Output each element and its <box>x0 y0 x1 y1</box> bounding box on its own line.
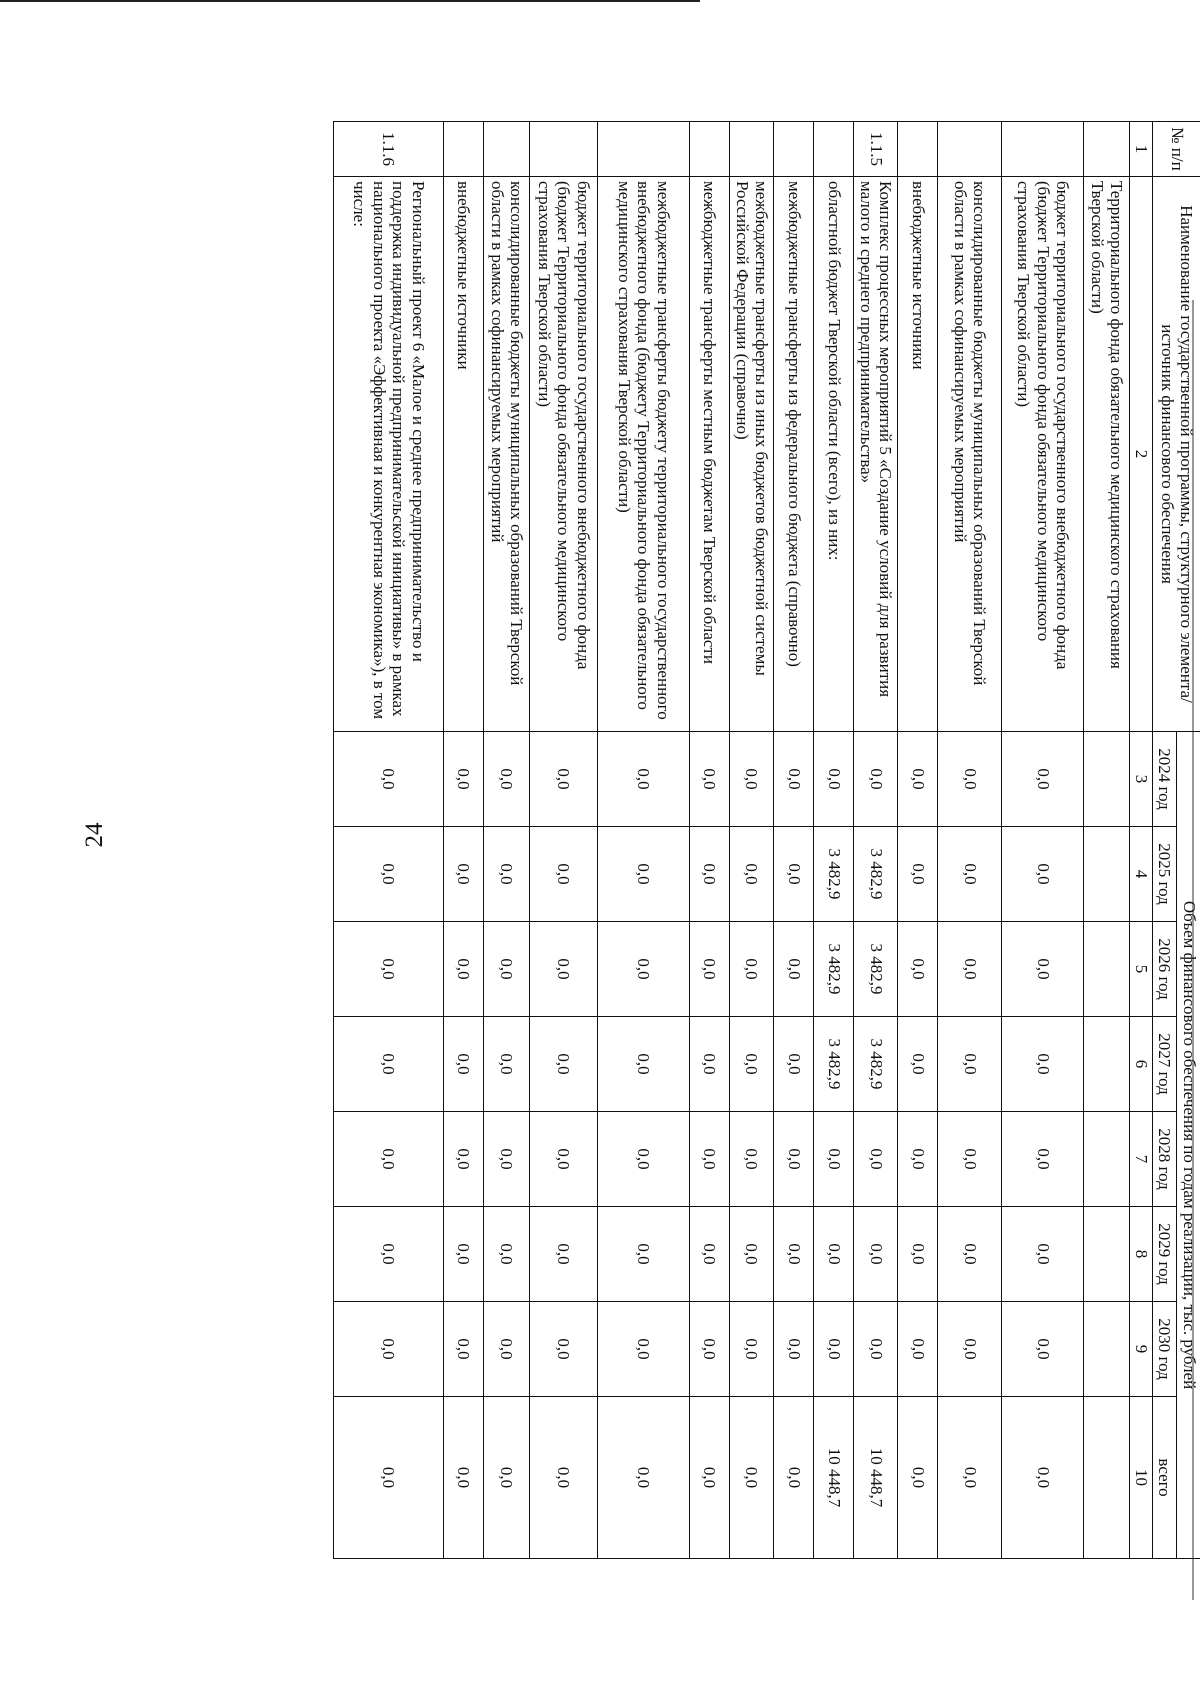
row-value: 0,0 <box>484 1112 530 1207</box>
row-value: 0,0 <box>530 1207 598 1302</box>
row-value: 0,0 <box>690 922 730 1017</box>
row-total: 0,0 <box>774 1397 814 1559</box>
row-value: 0,0 <box>444 827 484 922</box>
row-value: 0,0 <box>484 1017 530 1112</box>
row-name: бюджет территориального государственного внебюджетного фонда (бюджет Территориального фонда обязательного медицинского страхования Тверской области) <box>530 177 598 732</box>
row-value: 0,0 <box>730 732 774 827</box>
rotated-table-container <box>333 121 1200 1558</box>
row-value: 0,0 <box>1002 732 1084 827</box>
row-value: 0,0 <box>690 827 730 922</box>
table-row <box>444 122 484 1559</box>
row-value: 0,0 <box>484 732 530 827</box>
row-name: межбюджетные трансферты бюджету территориального государственного внебюджетного фонда (бюджету Территориального фонда обязательного медицинского страхования Тверской области) <box>598 177 690 732</box>
scan-top-rule <box>0 0 700 2</box>
row-number <box>1002 122 1084 177</box>
row-total: 0,0 <box>444 1397 484 1559</box>
row-value: 0,0 <box>814 732 854 827</box>
row-number <box>814 122 854 177</box>
header-row-1 <box>1177 122 1200 1559</box>
column-index: 5 <box>1130 922 1153 1017</box>
header-year: 2024 год <box>1152 732 1177 827</box>
row-value: 0,0 <box>1002 1207 1084 1302</box>
row-value: 0,0 <box>898 1017 938 1112</box>
row-total: 0,0 <box>898 1397 938 1559</box>
row-total: 10 448,7 <box>854 1397 898 1559</box>
header-year: 2028 год <box>1152 1112 1177 1207</box>
row-name: межбюджетные трансферты местным бюджетам Тверской области <box>690 177 730 732</box>
row-number: 1.1.6 <box>334 122 444 177</box>
row-value: 0,0 <box>898 732 938 827</box>
row-number <box>730 122 774 177</box>
table-row <box>938 122 1002 1559</box>
row-value: 0,0 <box>814 1207 854 1302</box>
row-number: 1.1.5 <box>854 122 898 177</box>
table-row <box>334 122 444 1559</box>
row-total: 0,0 <box>690 1397 730 1559</box>
row-value: 0,0 <box>690 1302 730 1397</box>
row-value: 0,0 <box>598 1017 690 1112</box>
row-number <box>484 122 530 177</box>
table-body <box>334 122 1130 1559</box>
row-number <box>774 122 814 177</box>
row-value: 0,0 <box>1002 1017 1084 1112</box>
row-value: 0,0 <box>690 732 730 827</box>
row-value: 0,0 <box>774 1017 814 1112</box>
row-number <box>690 122 730 177</box>
row-name: Территориального фонда обязательного медицинского страхования Тверской области) <box>1084 177 1130 732</box>
row-value: 0,0 <box>854 1302 898 1397</box>
row-value: 0,0 <box>1002 1302 1084 1397</box>
row-value: 0,0 <box>334 1112 444 1207</box>
row-value: 0,0 <box>598 732 690 827</box>
table-row <box>690 122 730 1559</box>
row-value: 0,0 <box>1002 922 1084 1017</box>
row-total: 0,0 <box>334 1397 444 1559</box>
header-year: 2030 год <box>1152 1302 1177 1397</box>
row-number <box>530 122 598 177</box>
row-name: консолидированные бюджеты муниципальных образований Тверской области в рамках софинансируемых мероприятий <box>938 177 1002 732</box>
header-year: 2026 год <box>1152 922 1177 1017</box>
column-index: 8 <box>1130 1207 1153 1302</box>
row-name: Комплекс процессных мероприятий 5 «Создание условий для развития малого и среднего предпринимательства» <box>854 177 898 732</box>
row-value: 0,0 <box>774 827 814 922</box>
row-total: 0,0 <box>530 1397 598 1559</box>
row-value: 0,0 <box>484 922 530 1017</box>
table-row <box>814 122 854 1559</box>
row-value: 0,0 <box>898 1207 938 1302</box>
row-value: 0,0 <box>444 1207 484 1302</box>
row-value <box>1084 1112 1130 1207</box>
row-value: 3 482,9 <box>854 1017 898 1112</box>
row-value: 0,0 <box>1002 1112 1084 1207</box>
row-value: 0,0 <box>938 732 1002 827</box>
row-name: областной бюджет Тверской области (всего), из них: <box>814 177 854 732</box>
row-value <box>1084 1302 1130 1397</box>
row-number <box>898 122 938 177</box>
row-total: 0,0 <box>598 1397 690 1559</box>
column-index: 3 <box>1130 732 1153 827</box>
row-value: 0,0 <box>334 1207 444 1302</box>
row-value <box>1084 732 1130 827</box>
header-year: 2029 год <box>1152 1207 1177 1302</box>
row-value: 0,0 <box>938 1207 1002 1302</box>
header-num: № п/п <box>1152 122 1200 177</box>
row-number <box>444 122 484 177</box>
row-value: 0,0 <box>334 922 444 1017</box>
row-value: 0,0 <box>598 827 690 922</box>
table-row <box>598 122 690 1559</box>
table-row <box>774 122 814 1559</box>
row-value: 0,0 <box>898 1302 938 1397</box>
financing-table <box>333 121 1200 1559</box>
row-value: 0,0 <box>334 732 444 827</box>
row-value: 0,0 <box>334 827 444 922</box>
header-name: Наименование государственной программы, структурного элемента/источник финансового обеспечения <box>1152 177 1200 732</box>
row-value: 0,0 <box>334 1017 444 1112</box>
row-value: 0,0 <box>444 1302 484 1397</box>
column-index: 9 <box>1130 1302 1153 1397</box>
row-name: межбюджетные трансферты из федерального бюджета (справочно) <box>774 177 814 732</box>
header-year: 2025 год <box>1152 827 1177 922</box>
row-value: 0,0 <box>938 1112 1002 1207</box>
row-name: консолидированные бюджеты муниципальных образований Тверской области в рамках софинансируемых мероприятий <box>484 177 530 732</box>
column-index: 7 <box>1130 1112 1153 1207</box>
row-value: 0,0 <box>484 1207 530 1302</box>
row-value: 0,0 <box>444 1112 484 1207</box>
row-value: 0,0 <box>530 1302 598 1397</box>
row-value: 0,0 <box>690 1207 730 1302</box>
row-value: 0,0 <box>938 827 1002 922</box>
row-value <box>1084 1207 1130 1302</box>
row-number <box>938 122 1002 177</box>
row-value: 0,0 <box>938 1017 1002 1112</box>
row-value: 0,0 <box>530 732 598 827</box>
column-index-row <box>1130 122 1153 1559</box>
row-number <box>1084 122 1130 177</box>
column-index: 4 <box>1130 827 1153 922</box>
table-row <box>898 122 938 1559</box>
row-value: 0,0 <box>938 1302 1002 1397</box>
row-value: 3 482,9 <box>814 922 854 1017</box>
row-value: 0,0 <box>334 1302 444 1397</box>
row-value: 3 482,9 <box>814 827 854 922</box>
header-total: всего <box>1152 1397 1177 1559</box>
row-value: 0,0 <box>444 732 484 827</box>
row-value: 0,0 <box>774 1112 814 1207</box>
row-value: 0,0 <box>598 1207 690 1302</box>
row-value: 0,0 <box>854 1207 898 1302</box>
row-value: 0,0 <box>854 1112 898 1207</box>
row-value: 0,0 <box>898 827 938 922</box>
row-value: 0,0 <box>730 922 774 1017</box>
column-index: 2 <box>1130 177 1153 732</box>
row-value: 0,0 <box>730 1207 774 1302</box>
row-name: Региональный проект 6 «Малое и среднее предпринимательство и поддержка индивидуальной предпринимательской инициативы» в рамках национального проекта «Эффективная и конкурентная экономика»), в том числе: <box>334 177 444 732</box>
row-value: 0,0 <box>530 827 598 922</box>
row-name: внебюджетные источники <box>444 177 484 732</box>
row-value <box>1084 827 1130 922</box>
header-year: 2027 год <box>1152 1017 1177 1112</box>
row-value: 0,0 <box>530 922 598 1017</box>
row-value: 0,0 <box>814 1302 854 1397</box>
table-row <box>854 122 898 1559</box>
row-value: 0,0 <box>774 1207 814 1302</box>
row-total: 0,0 <box>938 1397 1002 1559</box>
table-row <box>730 122 774 1559</box>
row-value: 0,0 <box>774 922 814 1017</box>
row-name: межбюджетные трансферты из иных бюджетов бюджетной системы Российской Федерации (справочно) <box>730 177 774 732</box>
row-value: 3 482,9 <box>854 827 898 922</box>
row-total <box>1084 1397 1130 1559</box>
table-row <box>1084 122 1130 1559</box>
row-value: 0,0 <box>938 922 1002 1017</box>
row-value: 0,0 <box>690 1017 730 1112</box>
row-value: 0,0 <box>814 1112 854 1207</box>
row-value: 0,0 <box>530 1112 598 1207</box>
column-index: 1 <box>1130 122 1153 177</box>
row-value <box>1084 922 1130 1017</box>
row-total: 10 448,7 <box>814 1397 854 1559</box>
row-name: внебюджетные источники <box>898 177 938 732</box>
row-value: 0,0 <box>898 922 938 1017</box>
row-value: 3 482,9 <box>814 1017 854 1112</box>
row-number <box>598 122 690 177</box>
table-row <box>530 122 598 1559</box>
row-value: 0,0 <box>484 1302 530 1397</box>
row-value <box>1084 1017 1130 1112</box>
row-value: 0,0 <box>598 1302 690 1397</box>
header-group-title: Объем финансового обеспечения по годам реализации, тыс. рублей <box>1177 732 1200 1559</box>
column-index: 6 <box>1130 1017 1153 1112</box>
row-value: 0,0 <box>484 827 530 922</box>
row-value: 0,0 <box>444 922 484 1017</box>
row-value: 0,0 <box>730 827 774 922</box>
row-value: 0,0 <box>730 1302 774 1397</box>
column-index: 10 <box>1130 1397 1153 1559</box>
row-value: 0,0 <box>1002 827 1084 922</box>
page-number: 24 <box>81 822 108 848</box>
row-value: 0,0 <box>444 1017 484 1112</box>
row-value: 0,0 <box>690 1112 730 1207</box>
row-value: 0,0 <box>854 732 898 827</box>
row-value: 0,0 <box>774 732 814 827</box>
row-value: 0,0 <box>598 922 690 1017</box>
row-value: 0,0 <box>598 1112 690 1207</box>
row-total: 0,0 <box>484 1397 530 1559</box>
table-row <box>1002 122 1084 1559</box>
row-name: бюджет территориального государственного внебюджетного фонда (бюджет Территориального фонда обязательного медицинского страхования Тверской области) <box>1002 177 1084 732</box>
row-total: 0,0 <box>730 1397 774 1559</box>
row-total: 0,0 <box>1002 1397 1084 1559</box>
row-value: 0,0 <box>530 1017 598 1112</box>
row-value: 0,0 <box>730 1017 774 1112</box>
table-row <box>484 122 530 1559</box>
row-value: 0,0 <box>898 1112 938 1207</box>
row-value: 3 482,9 <box>854 922 898 1017</box>
row-value: 0,0 <box>774 1302 814 1397</box>
row-value: 0,0 <box>730 1112 774 1207</box>
